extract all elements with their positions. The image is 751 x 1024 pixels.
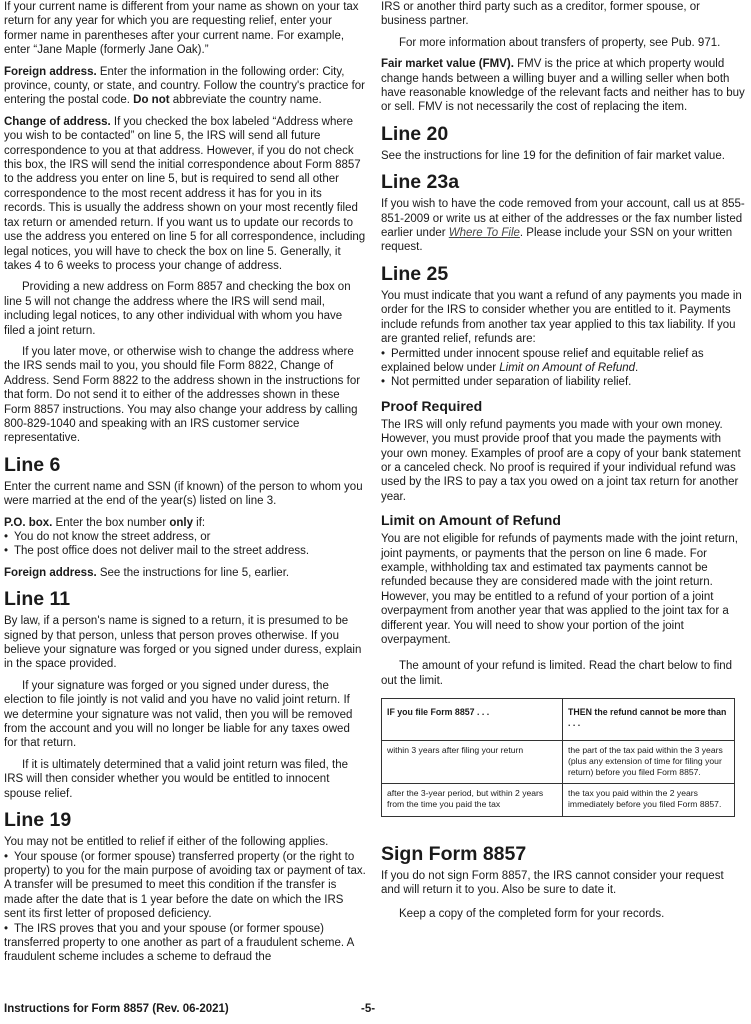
line20-heading: Line 20 bbox=[381, 122, 449, 145]
line25-block bbox=[381, 289, 745, 390]
po-box-text-end: if: bbox=[192, 516, 206, 529]
foreign-address-2-paragraph bbox=[4, 566, 366, 580]
list-item-text: Your spouse (or former spouse) transferred property (or the right to property) to you for the main purpose of avoiding tax or payment of tax. A transfer will be presumed to meet this condition if the transfer is made after the date that is 1 year before the date on which the IRS sent its first letter of proposed deficiency. bbox=[4, 850, 366, 921]
right-column bbox=[381, 0, 745, 929]
table-header-row bbox=[382, 699, 735, 740]
proof-required-heading: Proof Required bbox=[381, 397, 483, 414]
bullet-icon: • bbox=[4, 531, 9, 543]
list-item-text: The post office does not deliver mail to the street address. bbox=[14, 545, 310, 558]
limit-reference: Limit on Amount of Refund bbox=[499, 361, 636, 374]
proof-required-text: The IRS will only refund payments you made with your own money. However, you must provide proof that you made the payments with your own money. Examples of proof are a copy of your bank statement or a canceled check. No proof is required if your individual refund was used by the IRS to pay a tax you owed on a joint tax return for another year. bbox=[381, 418, 741, 503]
where-to-file-link[interactable]: Where To File bbox=[448, 227, 520, 240]
limit-heading: Limit on Amount of Refund bbox=[381, 512, 561, 529]
change-of-address-text: If you checked the box labeled “Address where you wish to be contacted” on line 5, the IRS will send all future correspondence to you at that address. However, if you do not check this box, the IRS will send the initial correspondence about Form 8857 to the address you enter on line 5, but is required to send all other correspondence to the most recent address it has for you in its records. This is usually the address shown on your most recently filed tax return or amended return. If you want us to update our records to use the address you entered on line 5 for all correspondence, including legal notices, you will have to check the box on line 5. Generally, it takes 4 to 6 weeks to process your change of address. bbox=[4, 115, 366, 272]
list-item bbox=[381, 375, 745, 389]
sign-form-heading: Sign Form 8857 bbox=[381, 842, 527, 865]
limit-text: You are not eligible for refunds of payments made with the joint return, joint payments, or payments that the person on line 6 made. For example, withholding tax and estimated tax payments cannot be refunded because they are considered made with the joint return. However, you may be entitled to a refund of your portion of a joint overpayment from another year that was applied to the joint tax for a different year. You will need to show your portion of the joint overpayment. bbox=[381, 533, 738, 646]
refund-limit-table bbox=[381, 698, 735, 816]
line11-text-2: If your signature was forged or you signed under duress, the election to file jointly is not valid and you have no valid joint return. If we determine your signature was not valid, then you will be removed from the account and you will no longer be liable for any taxes owed for that return. bbox=[4, 679, 353, 750]
change-of-address-paragraph bbox=[4, 115, 366, 273]
line25-heading: Line 25 bbox=[381, 262, 449, 285]
bullet-icon: • bbox=[4, 850, 9, 863]
line19-intro: You may not be entitled to relief if either of the following applies. bbox=[4, 836, 329, 849]
foreign-address-text: Enter the information in the following order: City, province, county, or state, and country. Follow the country's practice for entering the postal code. bbox=[4, 65, 365, 107]
sign-form-text: If you do not sign Form 8857, the IRS cannot consider your request and will return it to you. Also be sure to date it. bbox=[381, 869, 724, 897]
po-box-block bbox=[4, 516, 366, 559]
line25-text: You must indicate that you want a refund of any payments you made in order for the IRS to consider whether you are entitled to it. Payments include refunds from another tax year applied to this tax liability. If you are granted relief, refunds are: bbox=[381, 289, 742, 346]
line23a-text-start: If you wish to have the code removed from your account, call us at 855-851-2009 or write us at either of the addresses or the fax number listed earlier under bbox=[381, 198, 745, 240]
line23a-text bbox=[381, 197, 745, 255]
table-row bbox=[382, 740, 735, 784]
limit-chart-intro: The amount of your refund is limited. Read the chart below to find out the limit. bbox=[381, 660, 733, 687]
foreign-address-runin: Foreign address. bbox=[4, 65, 97, 78]
table-cell: after the 3-year period, but within 2 years from the time you paid the tax bbox=[382, 784, 563, 816]
bullet-icon: • bbox=[4, 922, 9, 935]
list-item bbox=[4, 544, 366, 558]
change-of-address-runin: Change of address. bbox=[4, 115, 111, 128]
line19-heading: Line 19 bbox=[4, 809, 72, 832]
sign-keep-text: Keep a copy of the completed form for your records. bbox=[399, 908, 665, 921]
foreign-address-2-text: See the instructions for line 5, earlier. bbox=[96, 566, 290, 579]
footer-title: Instructions for Form 8857 (Rev. 06-2021) bbox=[4, 1003, 229, 1015]
list-item-text: The IRS proves that you and your spouse (or former spouse) transferred property to one another as part of a fraudulent scheme. A fraudulent scheme includes a scheme to defraud the bbox=[4, 922, 354, 964]
transfers-paragraph: For more information about transfers of property, see Pub. 971. bbox=[399, 36, 721, 49]
po-box-runin: P.O. box. bbox=[4, 516, 53, 529]
list-item-text: Permitted under innocent spouse relief and equitable relief as explained below under bbox=[381, 347, 704, 374]
later-move-paragraph: If you later move, or otherwise wish to change the address where the IRS sends mail to you, you should file Form 8822, Change of Address. Send Form 8822 to the address shown in the instructions for that form. Do not send it to either of the addresses shown in these Form 8857 instructions. You may also change your address by calling 800-829-1040 and speaking with an IRS customer service representative. bbox=[4, 345, 361, 445]
list-item bbox=[4, 850, 366, 922]
line23a-text-end: . Please include your SSN on your written request. bbox=[381, 227, 733, 254]
po-box-paragraph bbox=[4, 516, 366, 530]
po-box-text: Enter the box number bbox=[52, 516, 170, 529]
line20-text: See the instructions for line 19 for the definition of fair market value. bbox=[381, 149, 725, 162]
table-cell: the part of the tax paid within the 3 years (plus any extension of time for filing your return) before you filed Form 8857. bbox=[563, 740, 735, 784]
line6-text: Enter the current name and SSN (if known) of the person to whom you were married at the end of the year(s) listed on line 3. bbox=[4, 480, 363, 508]
list-item-text: Not permitted under separation of liability relief. bbox=[391, 376, 632, 389]
only-emphasis: only bbox=[169, 516, 193, 529]
fmv-runin: Fair market value (FMV). bbox=[381, 58, 514, 71]
table-cell: the tax you paid within the 2 years immediately before you filed Form 8857. bbox=[563, 784, 735, 816]
bullet-icon: • bbox=[381, 376, 386, 389]
table-cell: within 3 years after filing your return bbox=[382, 740, 563, 784]
continued-paragraph: IRS or another third party such as a creditor, former spouse, or business partner. bbox=[381, 1, 700, 28]
fmv-paragraph bbox=[381, 57, 745, 115]
list-item bbox=[4, 530, 366, 544]
line11-text-1: By law, if a person's name is signed to a return, it is presumed to be signed by that person, unless that person proves otherwise. If you believe your signature was forged or you signed under duress, explain in the space provided. bbox=[4, 615, 362, 671]
list-item bbox=[4, 922, 366, 965]
foreign-address-2-runin: Foreign address. bbox=[4, 566, 97, 579]
line6-heading: Line 6 bbox=[4, 453, 61, 476]
fmv-text: FMV is the price at which property would change hands between a willing buyer and a willing seller when both have reasonable knowledge of the relevant facts and neither has to buy or sell. FMV is not necessarily the cost of replacing the item. bbox=[381, 58, 745, 114]
table-row bbox=[382, 784, 735, 816]
page-number: -5- bbox=[361, 1003, 376, 1015]
foreign-address-paragraph bbox=[4, 65, 366, 108]
table-header-then: THEN the refund cannot be more than . . . bbox=[563, 699, 735, 740]
line11-heading: Line 11 bbox=[4, 588, 71, 611]
list-item-text: You do not know the street address, or bbox=[14, 531, 211, 543]
list-item bbox=[381, 347, 745, 376]
line23a-heading: Line 23a bbox=[381, 171, 460, 194]
line11-text-3: If it is ultimately determined that a valid joint return was filed, the IRS will then consider whether you would be entitled to innocent spouse relief. bbox=[4, 758, 348, 800]
foreign-address-text-end: abbreviate the country name. bbox=[169, 94, 322, 107]
bullet-icon: • bbox=[4, 545, 9, 558]
left-column bbox=[4, 0, 366, 972]
table-header-if: IF you file Form 8857 . . . bbox=[382, 699, 563, 740]
former-name-paragraph: If your current name is different from your name as shown on your tax return for any year for which you are requesting relief, enter your former name in parentheses after your current name. For example, enter “Jane Maple (formerly Jane Oak).” bbox=[4, 1, 359, 57]
new-address-paragraph: Providing a new address on Form 8857 and checking the box on line 5 will not change the address where the IRS will send mail, including legal notices, to any other individual with whom you have filed a joint return. bbox=[4, 281, 351, 337]
do-not-emphasis: Do not bbox=[133, 94, 170, 107]
bullet-icon: • bbox=[381, 347, 386, 360]
list-item-text-end: . bbox=[635, 361, 639, 374]
line19-block bbox=[4, 835, 366, 965]
